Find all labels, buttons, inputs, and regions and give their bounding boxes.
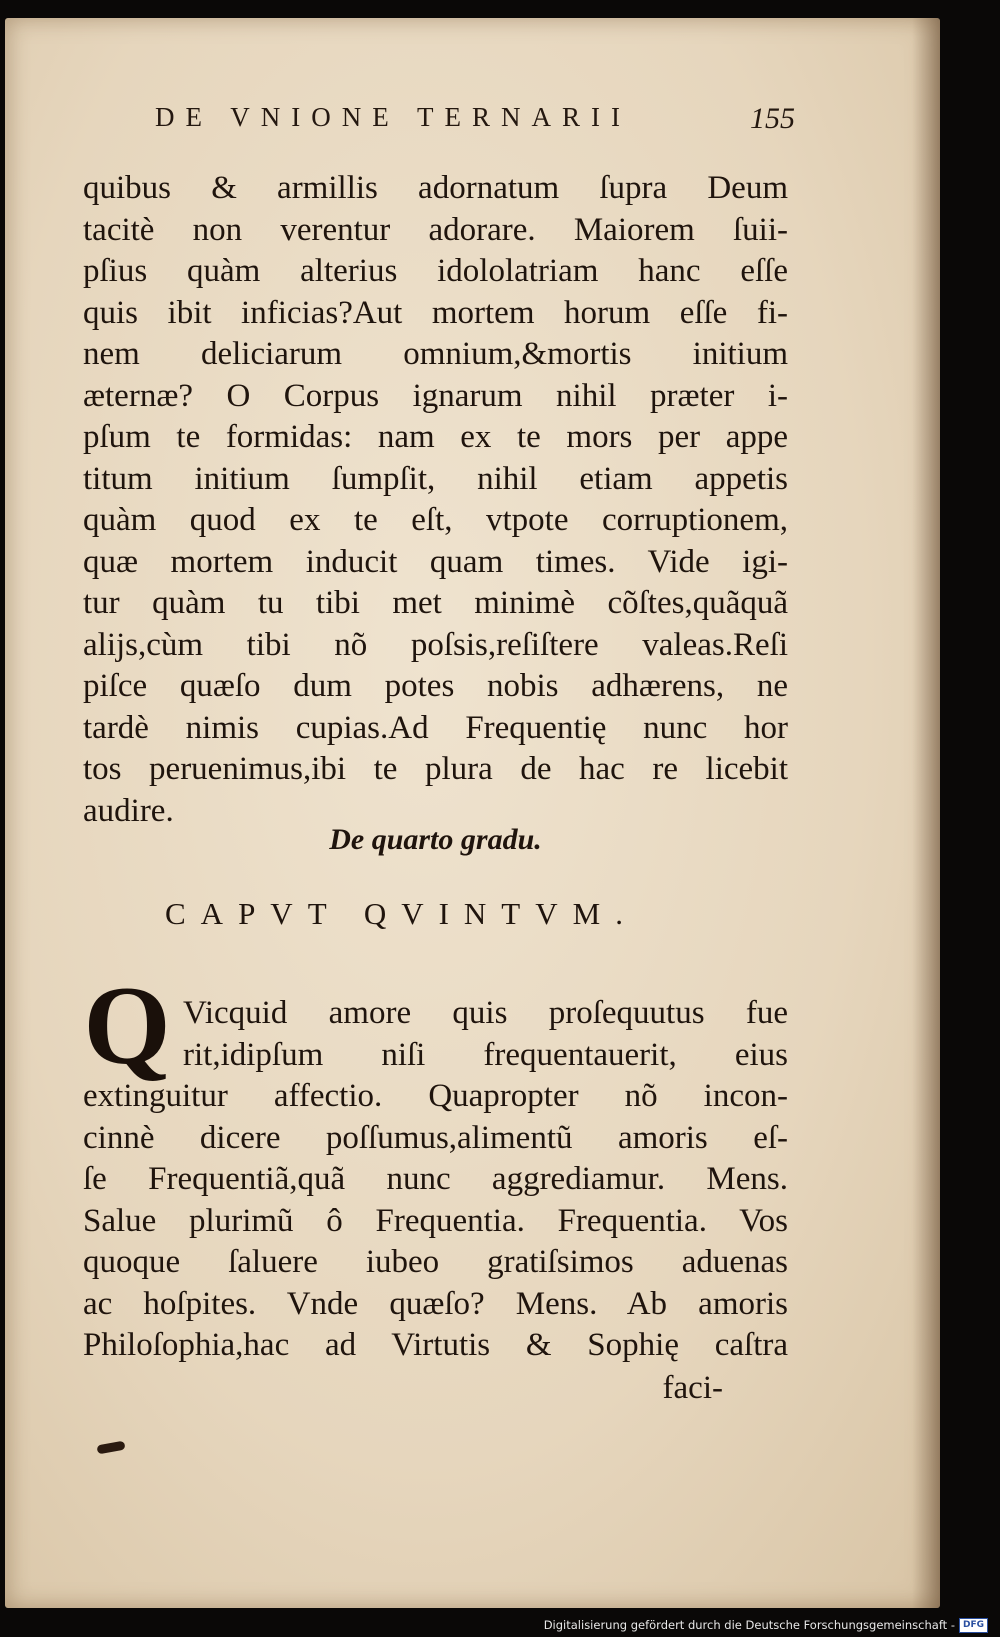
digitization-credit [544, 1616, 988, 1634]
text-line: æternæ? O Corpus ignarum nihil præter i- [83, 377, 788, 414]
text-line: nem deliciarum omnium,&mortis initium [83, 336, 788, 372]
text-line: Philoſophia,hac ad Virtutis & Sophię caſtra [83, 1327, 788, 1363]
section-title: De quarto gradu. [329, 823, 542, 856]
text-line: quàm quod ex te eſt, vtpote corruptionem, [83, 502, 788, 538]
text-line: pſius quàm alterius idololatriam hanc eſſe [83, 253, 788, 289]
ink-smudge [96, 1441, 125, 1455]
text-line: quibus & armillis adornatum ſupra Deum [83, 170, 788, 206]
text-line: quis ibit inficias?Aut mortem horum eſſe fi- [83, 294, 788, 331]
text-block-1 [83, 168, 788, 832]
text-line: audire. [83, 792, 174, 829]
text-line: Salue plurimũ ô Frequentia. Frequentia. Vos [83, 1202, 788, 1239]
running-head [155, 102, 795, 142]
text-line: ſe Frequentiã,quã nunc aggrediamur. Mens. [83, 1161, 788, 1197]
text-line: quoque ſaluere iubeo gratiſsimos aduenas [83, 1244, 788, 1280]
dfg-logo-icon: DFG [959, 1618, 988, 1633]
catchword: faci- [662, 1370, 723, 1406]
text-line: tacitè non verentur adorare. Maiorem ſuii- [83, 211, 788, 248]
text-line: tos peruenimus,ibi te plura de hac re licebit [83, 751, 788, 787]
text-line: titum initium ſumpſit, nihil etiam appetis [83, 460, 788, 497]
text-line: pſum te formidas: nam ex te mors per appe [83, 419, 788, 455]
text-line: tur quàm tu tibi met minimè cõſtes,quãquã [83, 585, 788, 621]
text-block-2-indented [183, 993, 788, 1076]
running-title: DE VNIONE TERNARII [155, 102, 631, 132]
text-line: extinguitur affectio. Quapropter nõ incon- [83, 1078, 788, 1114]
text-line: rit,idipſum niſi frequentauerit, eius [183, 1036, 788, 1073]
text-line: Vicquid amore quis proſequutus fue [183, 995, 788, 1031]
page-number: 155 [750, 102, 795, 135]
text-line: tardè nimis cupias.Ad Frequentię nunc hor [83, 709, 788, 746]
text-line: piſce quæſo dum potes nobis adhærens, ne [83, 668, 788, 704]
credit-text: Digitalisierung gefördert durch die Deutsche Forschungsgemeinschaft - [543, 1618, 955, 1632]
text-line: ac hoſpites. Vnde quæſo? Mens. Ab amoris [83, 1285, 788, 1322]
text-line: cinnè dicere poſſumus,alimentũ amoris eſ- [83, 1119, 788, 1156]
drop-initial: Q [83, 964, 171, 1088]
book-page [5, 18, 940, 1608]
text-block-2 [83, 1076, 788, 1367]
text-line: quæ mortem inducit quam times. Vide igi- [83, 543, 788, 580]
chapter-title: CAPVT QVINTVM. [165, 896, 638, 931]
text-line: alijs,cùm tibi nõ poſsis,reſiſtere valeas.Reſi [83, 626, 788, 663]
